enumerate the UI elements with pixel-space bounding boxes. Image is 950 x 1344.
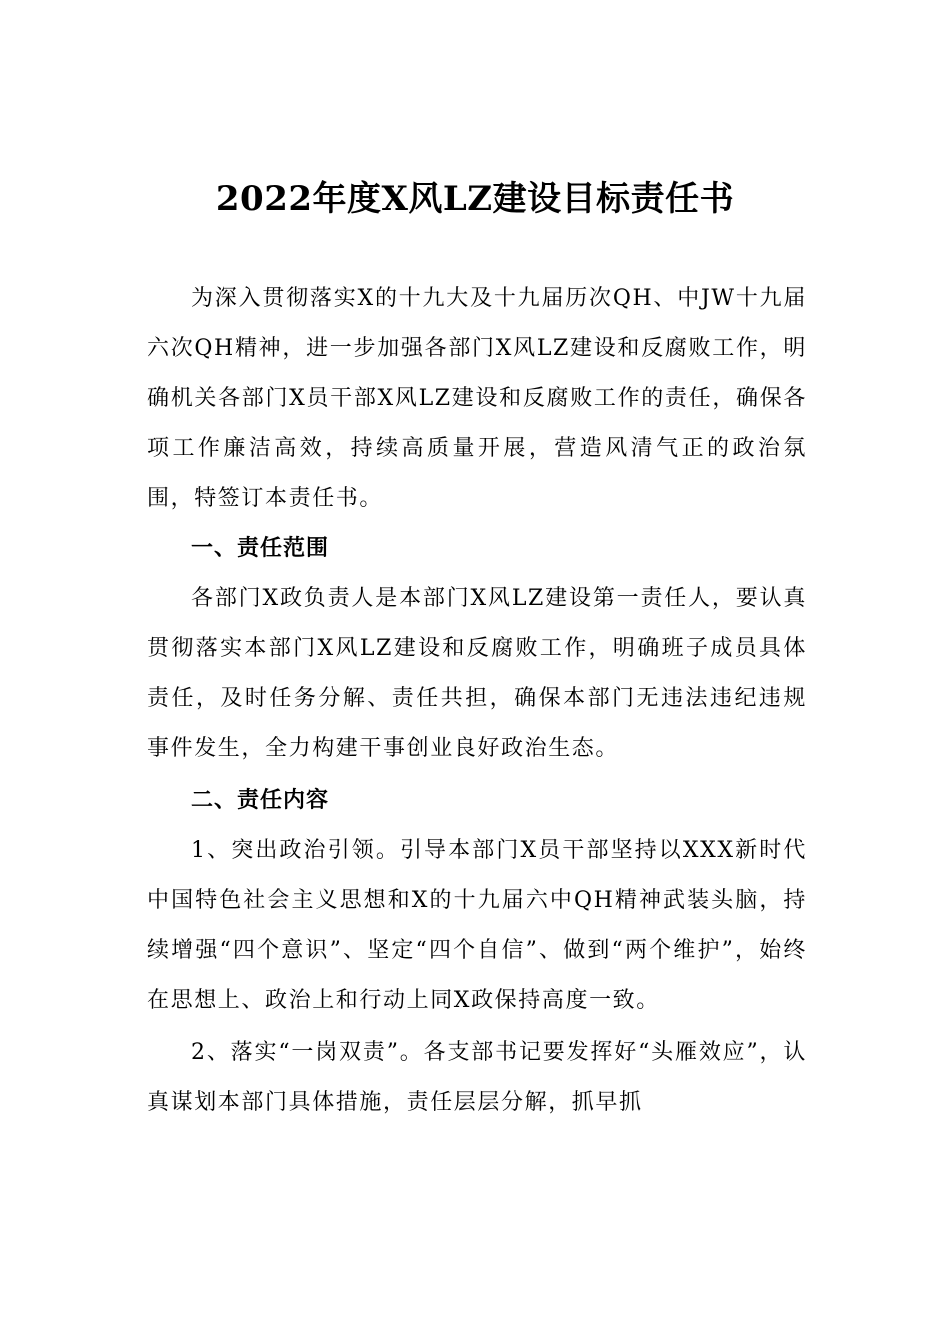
content-item-1: 1、突出政治引领。引导本部门X员干部坚持以XXX新时代中国特色社会主义思想和X的十九届六中QH精神武装头脑，持续增强“四个意识”、坚定“四个自信”、做到“两个维护”，始终在思想上、政治上和行动上同X政保持高度一致。 xyxy=(147,838,807,1013)
document-title: 2022年度X风LZ建设目标责任书 xyxy=(215,179,735,219)
section-heading-content: 二、责任内容 xyxy=(191,788,330,813)
section-heading-scope: 一、责任范围 xyxy=(191,536,330,561)
scope-paragraph: 各部门X政负责人是本部门X风LZ建设第一责任人，要认真贯彻落实本部门X风LZ建设和反腐败工作，明确班子成员具体责任，及时任务分解、责任共担，确保本部门无违法违纪违规事件发生，全力构建干事创业良好政治生态。 xyxy=(147,586,807,761)
document-body xyxy=(147,274,807,1128)
content-item-2: 2、落实“一岗双责”。各支部书记要发挥好“头雁效应”，认真谋划本部门具体措施，责任层层分解，抓早抓 xyxy=(147,1040,807,1115)
intro-paragraph: 为深入贯彻落实X的十九大及十九届历次QH、中JW十九届六次QH精神，进一步加强各部门X风LZ建设和反腐败工作，明确机关各部门X员干部X风LZ建设和反腐败工作的责任，确保各项工作廉洁高效，持续高质量开展，营造风清气正的政治氛围，特签订本责任书。 xyxy=(147,286,807,511)
